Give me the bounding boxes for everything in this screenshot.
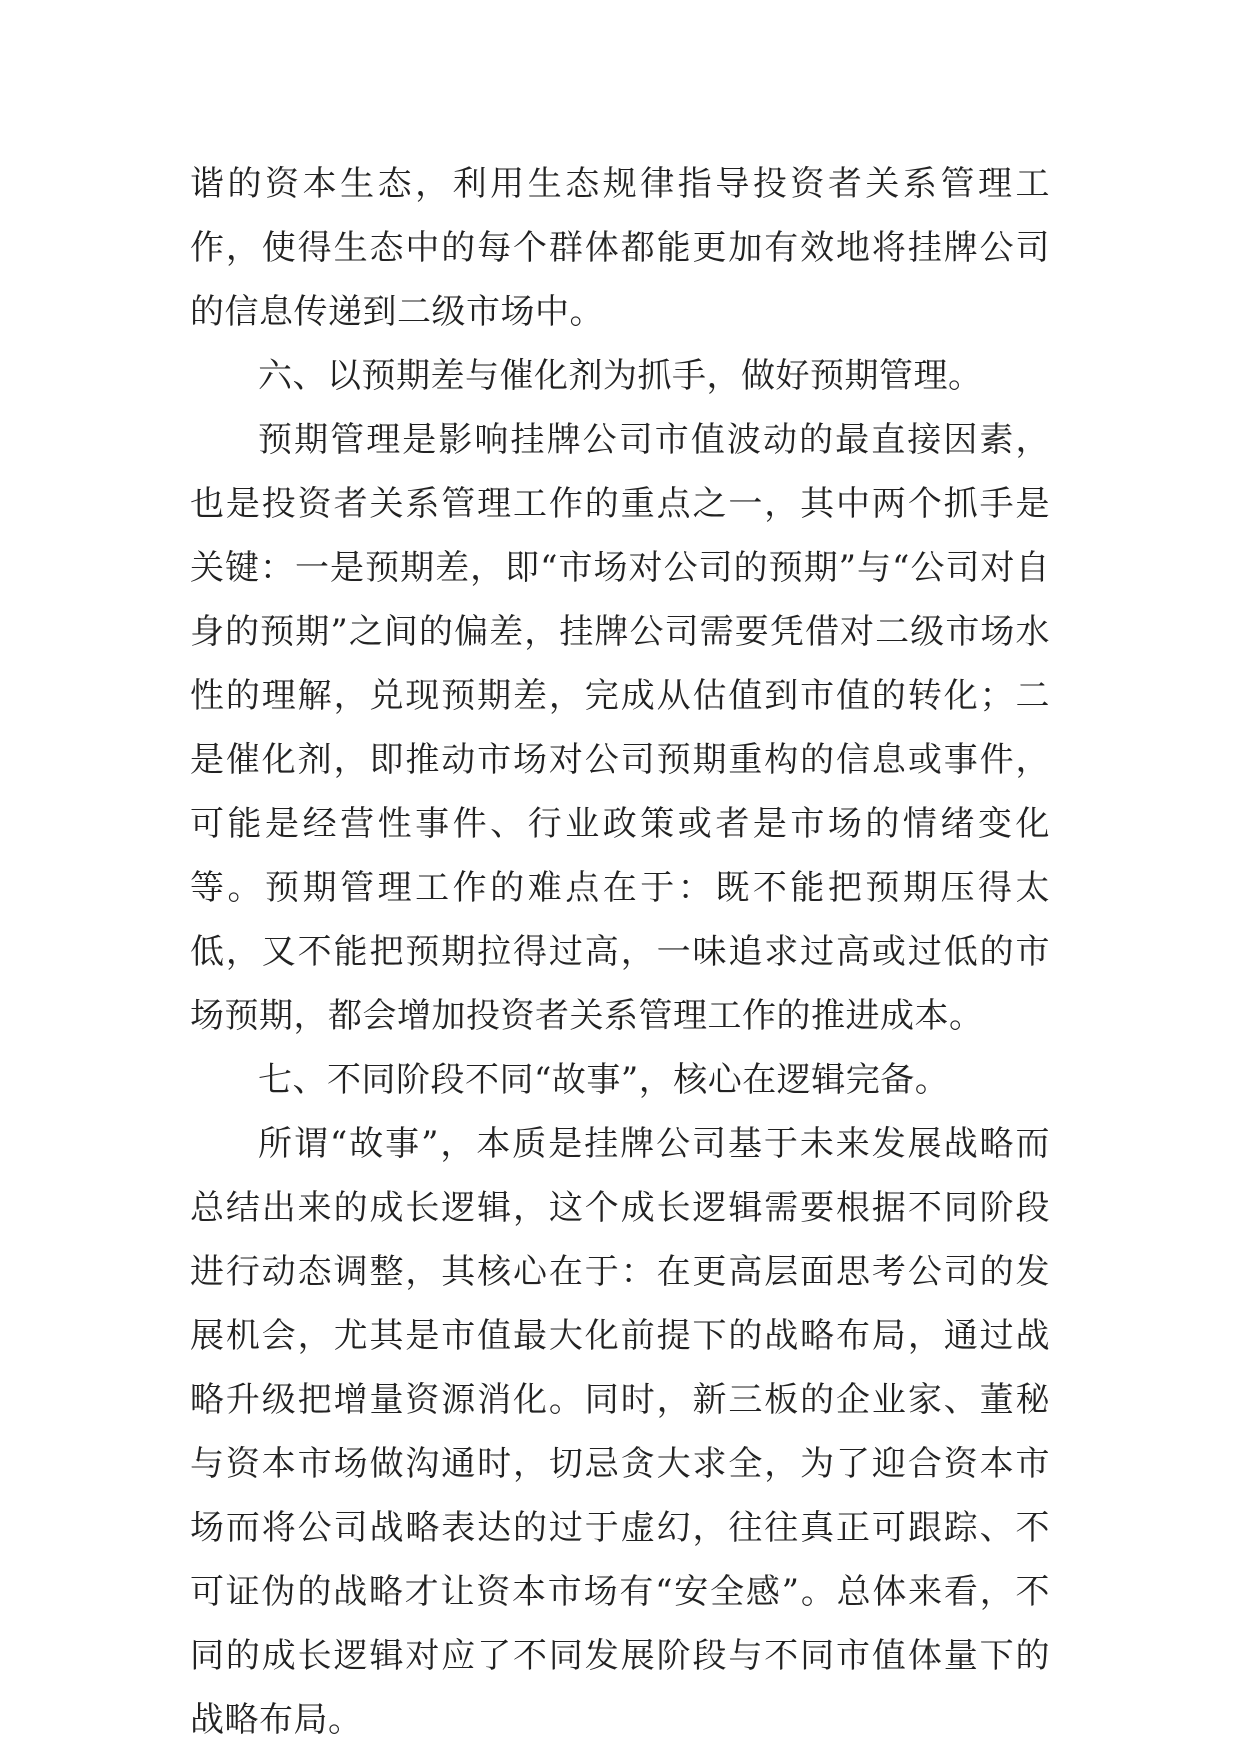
paragraph-growth-story: 所谓“故事”，本质是挂牌公司基于未来发展战略而总结出来的成长逻辑，这个成长逻辑需要根据不同阶段进行动态调整，其核心在于：在更高层面思考公司的发展机会，尤其是市值最大化前提下的战略布局，通过战略升级把增量资源消化。同时，新三板的企业家、董秘与资本市场做沟通时，切忌贪大求全，为了迎合资本市场而将公司战略表达的过于虚幻，往往真正可跟踪、不可证伪的战略才让资本市场有“安全感”。总体来看，不同的成长逻辑对应了不同发展阶段与不同市值体量下的战略布局。 xyxy=(190,1124,1050,1740)
section-heading-seven: 七、不同阶段不同“故事”，核心在逻辑完备。 xyxy=(258,1060,950,1100)
paragraph-continuation: 谐的资本生态，利用生态规律指导投资者关系管理工作，使得生态中的每个群体都能更加有效地将挂牌公司的信息传递到二级市场中。 xyxy=(190,164,1050,332)
paragraph-expectation-management: 预期管理是影响挂牌公司市值波动的最直接因素，也是投资者关系管理工作的重点之一，其中两个抓手是关键：一是预期差，即“市场对公司的预期”与“公司对自身的预期”之间的偏差，挂牌公司需要凭借对二级市场水性的理解，兑现预期差，完成从估值到市值的转化；二是催化剂，即推动市场对公司预期重构的信息或事件，可能是经营性事件、行业政策或者是市场的情绪变化等。预期管理工作的难点在于：既不能把预期压得太低，又不能把预期拉得过高，一味追求过高或过低的市场预期，都会增加投资者关系管理工作的推进成本。 xyxy=(190,420,1050,1036)
section-heading-six: 六、以预期差与催化剂为抓手，做好预期管理。 xyxy=(258,356,983,396)
document-body xyxy=(190,152,1050,1752)
